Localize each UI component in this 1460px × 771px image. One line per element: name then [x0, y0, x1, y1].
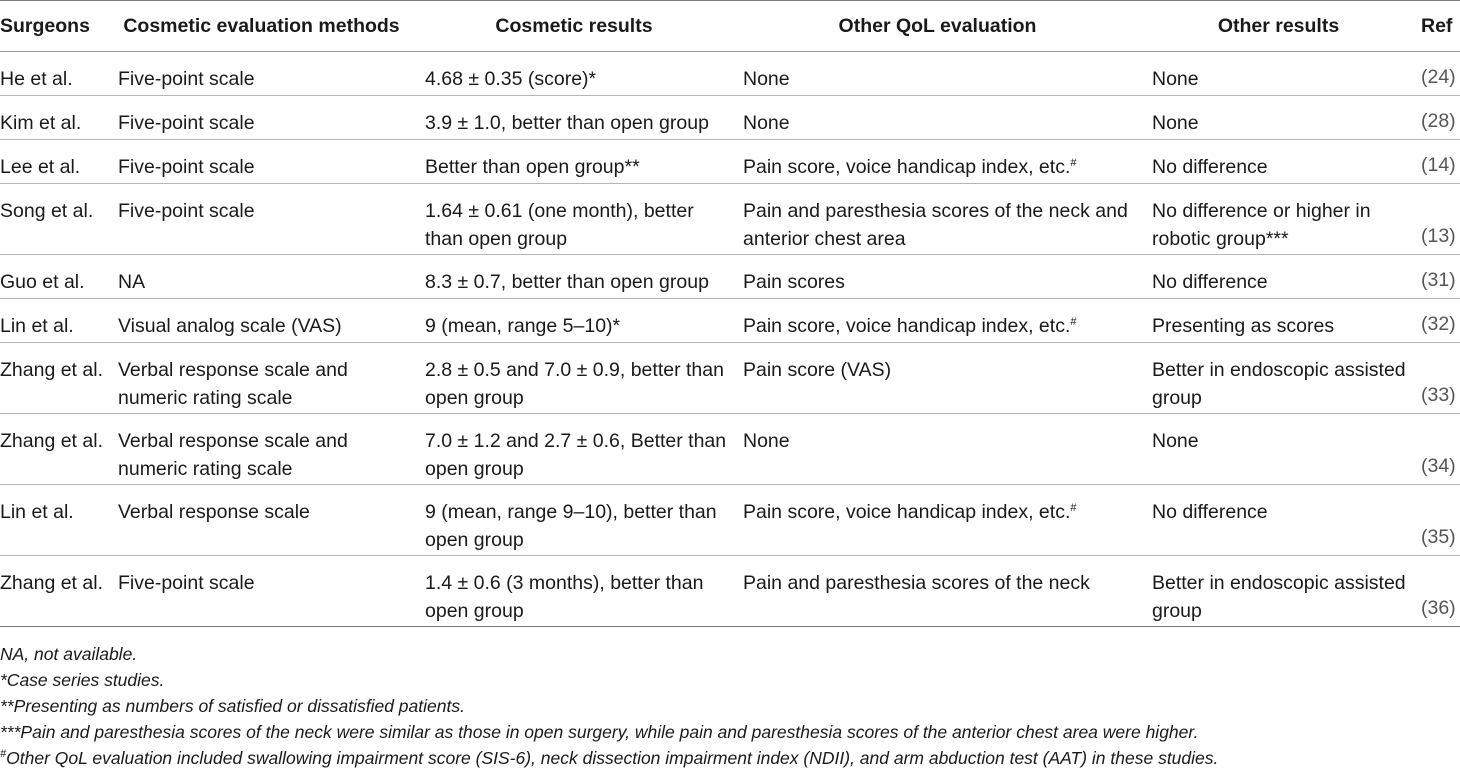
- cell-other: None: [1142, 96, 1415, 140]
- table-footnotes: [0, 641, 1460, 771]
- cell-surgeons: Zhang et al.: [0, 556, 108, 627]
- table-row: [0, 343, 1460, 414]
- cell-ref: (24): [1415, 52, 1460, 96]
- cell-qol: [733, 96, 1142, 140]
- footnote-other-qol-text: Other QoL evaluation included swallowing impairment score (SIS-6), neck dissection impairment index (NDII), and arm abduction test (AAT) in these studies.: [6, 748, 1219, 768]
- cell-ref: (36): [1415, 556, 1460, 627]
- cell-methods: Verbal response scale and numeric rating scale: [108, 343, 415, 414]
- header-methods: Cosmetic evaluation methods: [108, 1, 415, 52]
- footnote-pain: ***Pain and paresthesia scores of the neck were similar as those in open surgery, while pain and paresthesia scores of the anterior chest area were higher.: [0, 722, 1199, 742]
- hash-mark: #: [1070, 157, 1077, 169]
- qol-text: Pain score, voice handicap index, etc.: [743, 156, 1071, 178]
- cell-qol: [733, 184, 1142, 255]
- cell-methods: Verbal response scale: [108, 485, 415, 556]
- qol-text: None: [743, 430, 790, 452]
- table-header: [0, 1, 1460, 52]
- cell-other: None: [1142, 414, 1415, 485]
- cell-qol: [733, 485, 1142, 556]
- cell-surgeons: Kim et al.: [0, 96, 108, 140]
- table-row: [0, 414, 1460, 485]
- header-qol-evaluation: Other QoL evaluation: [733, 1, 1142, 52]
- cell-ref: (28): [1415, 96, 1460, 140]
- cell-methods: NA: [108, 255, 415, 299]
- table-row: [0, 556, 1460, 627]
- footnote-presenting: **Presenting as numbers of satisfied or dissatisfied patients.: [0, 696, 465, 716]
- cell-other: No difference: [1142, 485, 1415, 556]
- cell-methods: Five-point scale: [108, 556, 415, 627]
- cell-other: Better in endoscopic assisted group: [1142, 556, 1415, 627]
- cell-ref: (35): [1415, 485, 1460, 556]
- cell-surgeons: Zhang et al.: [0, 343, 108, 414]
- cell-methods: Visual analog scale (VAS): [108, 299, 415, 343]
- footnote-na: NA, not available.: [0, 644, 138, 664]
- cell-surgeons: Guo et al.: [0, 255, 108, 299]
- cell-surgeons: He et al.: [0, 52, 108, 96]
- cell-ref: (14): [1415, 140, 1460, 184]
- cell-surgeons: Lee et al.: [0, 140, 108, 184]
- table-row: [0, 140, 1460, 184]
- qol-text: None: [743, 68, 790, 90]
- cell-cosmetic: 1.64 ± 0.61 (one month), better than open group: [415, 184, 733, 255]
- table-row: [0, 184, 1460, 255]
- cell-methods: Five-point scale: [108, 140, 415, 184]
- header-surgeons: Surgeons: [0, 1, 108, 52]
- cell-methods: Verbal response scale and numeric rating scale: [108, 414, 415, 485]
- cell-methods: Five-point scale: [108, 52, 415, 96]
- cell-other: None: [1142, 52, 1415, 96]
- cell-surgeons: Song et al.: [0, 184, 108, 255]
- cell-ref: (31): [1415, 255, 1460, 299]
- cell-qol: [733, 140, 1142, 184]
- qol-text: Pain score, voice handicap index, etc.: [743, 315, 1071, 337]
- hash-mark: #: [1070, 316, 1077, 328]
- table-row: [0, 299, 1460, 343]
- cell-cosmetic: 2.8 ± 0.5 and 7.0 ± 0.9, better than open group: [415, 343, 733, 414]
- cell-qol: [733, 52, 1142, 96]
- cell-cosmetic: 9 (mean, range 9–10), better than open group: [415, 485, 733, 556]
- table-row: [0, 52, 1460, 96]
- cell-ref: (32): [1415, 299, 1460, 343]
- header-ref: Ref: [1415, 1, 1460, 52]
- qol-text: Pain score, voice handicap index, etc.: [743, 501, 1071, 523]
- qol-text: None: [743, 112, 790, 134]
- table-row: [0, 96, 1460, 140]
- cell-other: No difference: [1142, 140, 1415, 184]
- header-cosmetic-results: Cosmetic results: [415, 1, 733, 52]
- table-body: [0, 52, 1460, 627]
- cell-methods: Five-point scale: [108, 96, 415, 140]
- cell-cosmetic: Better than open group**: [415, 140, 733, 184]
- qol-text: Pain scores: [743, 271, 845, 293]
- hash-mark: #: [0, 748, 7, 760]
- table-row: [0, 485, 1460, 556]
- cell-surgeons: Lin et al.: [0, 485, 108, 556]
- cell-cosmetic: 4.68 ± 0.35 (score)*: [415, 52, 733, 96]
- hash-mark: #: [1070, 502, 1077, 514]
- cell-ref: (34): [1415, 414, 1460, 485]
- cell-cosmetic: 3.9 ± 1.0, better than open group: [415, 96, 733, 140]
- footnote-case-series: *Case series studies.: [0, 670, 165, 690]
- cell-ref: (13): [1415, 184, 1460, 255]
- qol-text: Pain and paresthesia scores of the neck: [743, 572, 1090, 594]
- cell-other: No difference: [1142, 255, 1415, 299]
- footnote-other-qol: [0, 745, 1460, 771]
- header-other-results: Other results: [1142, 1, 1415, 52]
- cell-qol: [733, 414, 1142, 485]
- cell-cosmetic: 9 (mean, range 5–10)*: [415, 299, 733, 343]
- qol-text: Pain score (VAS): [743, 359, 892, 381]
- cell-qol: [733, 556, 1142, 627]
- cell-surgeons: Zhang et al.: [0, 414, 108, 485]
- cell-other: Presenting as scores: [1142, 299, 1415, 343]
- cell-cosmetic: 8.3 ± 0.7, better than open group: [415, 255, 733, 299]
- cell-other: Better in endoscopic assisted group: [1142, 343, 1415, 414]
- cell-methods: Five-point scale: [108, 184, 415, 255]
- header-row: [0, 1, 1460, 52]
- table-row: [0, 255, 1460, 299]
- cell-surgeons: Lin et al.: [0, 299, 108, 343]
- cell-ref: (33): [1415, 343, 1460, 414]
- cell-other: No difference or higher in robotic group***: [1142, 184, 1415, 255]
- cell-cosmetic: 7.0 ± 1.2 and 2.7 ± 0.6, Better than open group: [415, 414, 733, 485]
- cell-qol: [733, 299, 1142, 343]
- cell-qol: [733, 255, 1142, 299]
- qol-text: Pain and paresthesia scores of the neck and anterior chest area: [743, 200, 1128, 250]
- cell-qol: [733, 343, 1142, 414]
- cell-cosmetic: 1.4 ± 0.6 (3 months), better than open group: [415, 556, 733, 627]
